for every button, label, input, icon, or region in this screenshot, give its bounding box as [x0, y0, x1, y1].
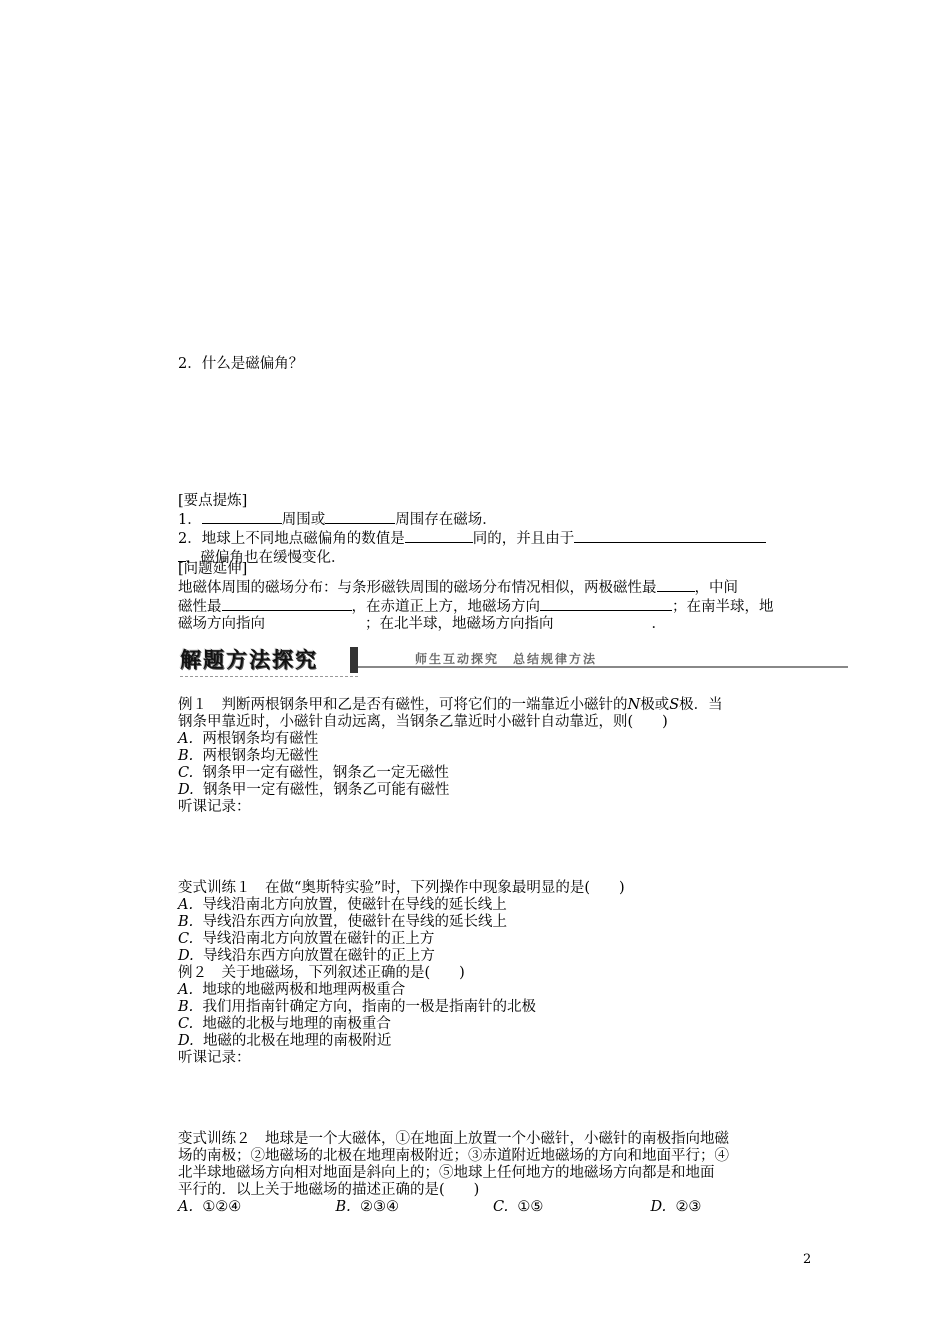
banner-title: 解题方法探究 [180, 647, 350, 673]
option [178, 914, 808, 931]
extension-line-3 [178, 616, 808, 633]
fill-blank [405, 529, 473, 543]
option-text: 钢条甲一定有磁性，钢条乙一定无磁性 [202, 765, 449, 781]
extension-header: [问题延伸] [178, 561, 248, 577]
example-1-line-1 [178, 697, 808, 714]
question-2-text: 2．什么是磁偏角？ [178, 356, 304, 372]
option-letter: D. [178, 1033, 194, 1049]
extension-l2-b: ，在赤道正上方，地磁场方向 [351, 599, 540, 615]
key-points-l1-c: 周围存在磁场． [395, 512, 497, 528]
option [178, 748, 808, 765]
fill-blank [657, 578, 695, 592]
extension-l3-b: ；在北半球，地磁场方向指向 [365, 616, 554, 632]
example-1-text: 极或 [640, 697, 670, 713]
option-letter: D. [650, 1199, 667, 1215]
option [178, 1033, 808, 1050]
option [178, 765, 808, 782]
example-1-text: 极．当 [679, 697, 723, 713]
extension-l3-c: ． [651, 616, 666, 632]
option-text: ②③④ [359, 1199, 399, 1215]
option-letter: D. [178, 948, 194, 964]
option [336, 1199, 494, 1216]
key-points-section [178, 493, 808, 567]
option-text: 导线沿南北方向放置，使磁针在导线的延长线上 [202, 897, 507, 913]
example-1 [178, 697, 808, 816]
variant-2-line-3: 北半球地磁场方向相对地面是斜向上的；⑤地球上任何地方的地磁场方向都是和地面 [178, 1165, 715, 1181]
lecture-notes-label: 听课记录： [178, 799, 251, 815]
option [178, 731, 808, 748]
option [178, 897, 808, 914]
option-letter: B. [335, 1199, 351, 1215]
question-2 [178, 356, 808, 373]
banner-divider [350, 647, 358, 673]
option [178, 948, 808, 965]
option-letter: A. [178, 731, 194, 747]
option [178, 931, 808, 948]
variant-2-options [178, 1199, 808, 1216]
extension-line-1 [178, 578, 808, 597]
option-text: 两根钢条均有磁性 [202, 731, 319, 747]
extension-l1-b: ，中间 [694, 580, 738, 596]
fill-blank [202, 510, 282, 524]
option-letter: A. [178, 897, 194, 913]
option [178, 1016, 808, 1033]
option-letter: B. [178, 748, 194, 764]
page-number: 2 [803, 1252, 812, 1267]
fill-blank [178, 548, 186, 562]
variant-1 [178, 880, 808, 1067]
lecture-notes-label: 听课记录： [178, 1050, 251, 1066]
fill-blank [574, 529, 766, 543]
option-text: ①②④ [202, 1199, 242, 1215]
option-text: ①⑤ [517, 1199, 544, 1215]
option-text: 地磁的北极与地理的南极重合 [202, 1016, 391, 1032]
variant-2-line-4: 平行的．以上关于地磁场的描述正确的是( ) [178, 1182, 480, 1198]
extension-l2-a: 磁性最 [178, 599, 222, 615]
n-pole-label: N [627, 697, 641, 713]
s-pole-label: S [669, 697, 680, 713]
option-text: 两根钢条均无磁性 [202, 748, 319, 764]
key-points-line-2 [178, 529, 808, 548]
variant-1-title: 变式训练１ 在做“奥斯特实验”时，下列操作中现象最明显的是( ) [178, 880, 625, 896]
extension-line-2 [178, 597, 808, 616]
option-text: 导线沿东西方向放置在磁针的正上方 [202, 948, 435, 964]
option [178, 999, 808, 1016]
option [178, 1199, 336, 1216]
variant-2-line-1: 变式训练２ 地球是一个大磁体，①在地面上放置一个小磁针，小磁针的南极指向地磁 [178, 1131, 729, 1147]
example-2-title: 例２ 关于地磁场，下列叙述正确的是( ) [178, 965, 465, 981]
option-text: 我们用指南针确定方向，指南的一极是指南针的北极 [202, 999, 536, 1015]
option-letter: B. [178, 914, 194, 930]
example-1-text: 例１ 判断两根钢条甲和乙是否有磁性，可将它们的一端靠近小磁针的 [178, 697, 628, 713]
option [178, 982, 808, 999]
option [178, 782, 808, 799]
option-letter: D. [178, 782, 194, 798]
option-text: 钢条甲一定有磁性，钢条乙可能有磁性 [202, 782, 450, 798]
option-text: 地磁的北极在地理的南极附近 [202, 1033, 392, 1049]
key-points-line-1 [178, 510, 808, 529]
option-letter: C. [178, 1016, 194, 1032]
option-letter: C. [178, 765, 194, 781]
extension-section [178, 561, 808, 633]
extension-l2-c: ；在南半球，地 [672, 599, 774, 615]
option-letter: B. [178, 999, 194, 1015]
option-letter: C. [178, 931, 194, 947]
option-text: 导线沿东西方向放置，使磁针在导线的延长线上 [202, 914, 507, 930]
option-text: ②③ [675, 1199, 702, 1215]
fill-blank [325, 510, 395, 524]
option [493, 1199, 651, 1216]
option-letter: A. [178, 982, 194, 998]
option [651, 1199, 809, 1216]
fill-blank [540, 597, 672, 611]
key-points-l1-a: 1． [178, 512, 202, 528]
extension-l1-a: 地磁体周围的磁场分布：与条形磁铁周围的磁场分布情况相似，两极磁性最 [178, 580, 657, 596]
key-points-l2-a: 2．地球上不同地点磁偏角的数值是 [178, 531, 405, 547]
key-points-l3: ，磁偏角也在缓慢变化． [186, 550, 346, 566]
key-points-l1-b: 周围或 [281, 512, 326, 528]
option-letter: C. [493, 1199, 509, 1215]
banner-subtitle: 师生互动探究 总结规律方法 [415, 652, 598, 666]
extension-l3-a: 磁场方向指向 [178, 616, 265, 632]
example-1-line-2: 钢条甲靠近时，小磁针自动远离，当钢条乙靠近时小磁针自动靠近，则( ) [178, 714, 668, 730]
option-letter: A. [178, 1199, 194, 1215]
banner-dashed-rule [180, 676, 358, 677]
option-text: 地球的地磁两极和地理两极重合 [202, 982, 406, 998]
option-text: 导线沿南北方向放置在磁针的正上方 [202, 931, 435, 947]
variant-2-line-2: 场的南极；②地磁场的北极在地理南极附近；③赤道附近地磁场的方向和地面平行；④ [178, 1148, 729, 1164]
section-banner [180, 645, 848, 677]
key-points-l2-b: 同的，并且由于 [472, 531, 575, 547]
variant-2 [178, 1131, 808, 1216]
key-points-header: [要点提炼] [178, 493, 248, 509]
fill-blank [222, 597, 352, 611]
